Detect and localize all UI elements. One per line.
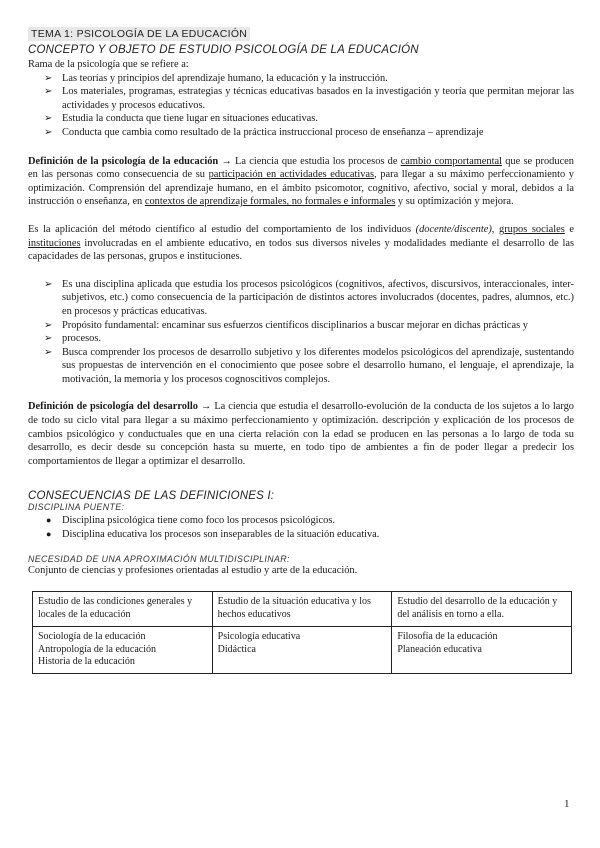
page-number: 1 [564,798,570,810]
arrow-bullet-icon: ➢ [44,333,53,345]
list-item: ● Disciplina educativa los procesos son inseparables de la situación educativa. [46,529,380,541]
dot-bullet-icon: ● [46,529,52,540]
table-header-row [33,592,572,627]
list-item: ➢ Es una disciplina aplicada que estudia los procesos psicológicos (cognitivos, afectivos, discursivos, interaccionales, inter-subjetivos, etc.) como consecuencia de la participación de distintos actores involucrados (docentes, padres, alumnos, etc.) en procesos y prácticas educativas. [44,278,574,317]
definition-term: Definición de psicología del desarrollo [28,401,198,413]
arrow-bullet-icon: ➢ [44,278,53,290]
section-heading-consequences: CONSECUENCIAS DE LAS DEFINICIONES I: [28,490,275,503]
list-item: ➢ Busca comprender los procesos de desarrollo subjetivo y los diferentes modelos psicológicos del aprendizaje, sustentando sus propuestas de intervención en el conocimiento que posee sobre el desarrollo humano, el lenguaje, el aprendizaje, la motivación, la memoria y los procesos cognoscitivos complejos. [44,346,574,385]
list-item: ➢ Las teorías y principios del aprendizaje humano, la educación y la instrucción. [44,72,388,84]
arrow-bullet-icon: ➢ [44,346,53,358]
table-header-cell: Estudio del desarrollo de la educación y del análisis en torno a ella. [392,592,572,627]
topic-title: TEMA 1: PSICOLOGÍA DE LA EDUCACIÓN [28,27,250,41]
arrow-bullet-icon: ➢ [44,86,53,98]
definition-developmental-psychology: Definición de psicología del desarrollo → La ciencia que estudia el desarrollo-evolución de la conducta de los sujetos a lo largo de todo su ciclo vital para llegar a su máximo perfeccionamiento y optimización. descripción y explicación de los procesos de cambios psicológico y conductuales que en una cierta relación con la edad se producen en las personas a lo largo de toda su desarrollo, es decir desde su concepción hasta su muerte, en todo tipo de ambientes a fin de poder llegar a predecir los comportamientos de llegar a optimizar el desarrollo. [28,401,574,467]
arrow-bullet-icon: ➢ [44,126,53,138]
discipline-list [28,278,574,387]
list-item: ➢ Propósito fundamental: encaminar sus esfuerzos científicos disciplinarios a buscar mejorar en dichas prácticas y [44,319,528,331]
intro-list [28,72,574,140]
arrow-icon: → [221,155,232,167]
disciplines-table [32,591,572,674]
arrow-bullet-icon: ➢ [44,113,53,125]
definition-educational-psychology: Definición de la psicología de la educación → La ciencia que estudia los procesos de cambio comportamental que se producen en las personas como consecuencia de su participación en actividades educativas, para llegar a su máximo perfeccionamiento y optimización. Comprensión del aprendizaje humano, en el ámbito psicomotor, cognitivo, afectivo, social y moral, debidos a la instrucción o enseñanza, en contextos de aprendizaje formales, no formales e informales y su optimización y mejora. [28,155,574,208]
table-cell: Psicología educativa Didáctica [212,626,392,673]
list-item: ● Disciplina psicológica tiene como foco los procesos psicológicos. [46,515,335,527]
arrow-icon: → [200,401,212,413]
list-item: ➢ procesos. [44,333,101,345]
dot-bullet-icon: ● [46,515,52,526]
section-heading-concept: CONCEPTO Y OBJETO DE ESTUDIO PSICOLOGÍA DE LA EDUCACIÓN [28,44,419,56]
list-item: ➢ Conducta que cambia como resultado de la práctica instruccional proceso de enseñanza – aprendizaje [44,126,484,138]
table-cell: Sociología de la educación Antropología de la educación Historia de la educación [33,626,213,673]
table-header-cell: Estudio de la situación educativa y los hechos educativos [212,592,392,627]
table-cell: Filosofía de la educación Planeación educativa [392,626,572,673]
bridge-list [28,514,574,541]
intro-text: Rama de la psicología que se refiere a: [28,59,189,70]
document-page [28,24,574,674]
list-item: ➢ Los materiales, programas, estrategias y técnicas educativas basados en la investigación y teoría que permitan mejorar las actividades y procesos educativos. [44,86,574,111]
list-item: ➢ Estudia la conducta que tiene lugar en situaciones educativas. [44,113,318,125]
arrow-bullet-icon: ➢ [44,319,53,331]
table-header-cell: Estudio de las condiciones generales y locales de la educación [33,592,213,627]
subheading-multidisciplinary: NECESIDAD DE UNA APROXIMACIÓN MULTIDISCIPLINAR: [28,553,290,564]
definition-term: Definición de la psicología de la educación [28,155,219,167]
subheading-bridge-discipline: DISCIPLINA PUENTE: [28,502,125,513]
table-row [33,626,572,673]
arrow-bullet-icon: ➢ [44,72,53,84]
scientific-method-paragraph: Es la aplicación del método científico al estudio del comportamiento de los individuos (docente/discente), grupos sociales e instituciones involucradas en el ambiente educativo, en todos sus diversos niveles y modalidades mediante el desarrollo de las capacidades de las personas, grupos e instituciones. [28,223,574,263]
multidisciplinary-text: Conjunto de ciencias y profesiones orientadas al estudio y arte de la educación. [28,564,358,576]
